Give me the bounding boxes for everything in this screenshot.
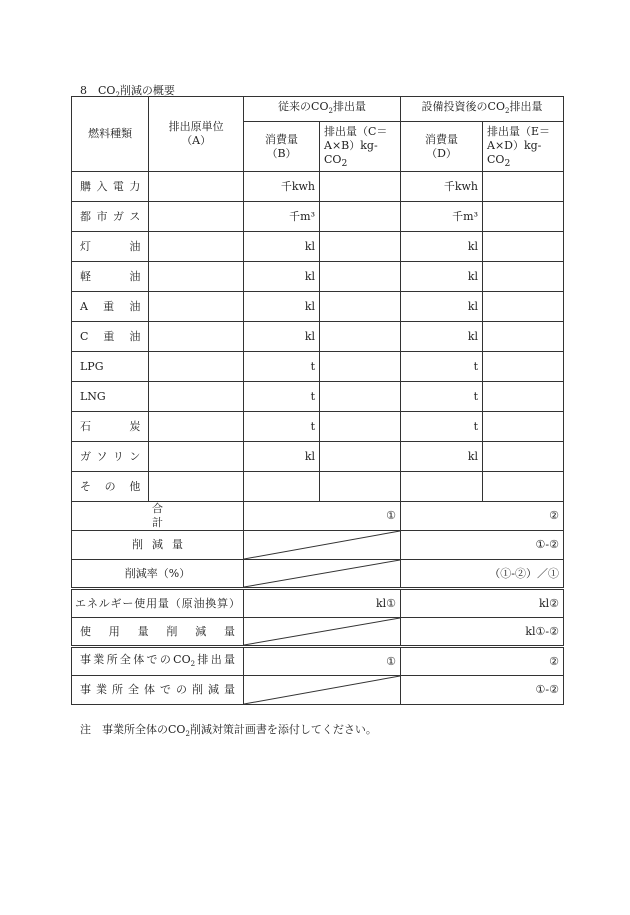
emission-factor-cell[interactable]: [149, 262, 244, 292]
right-value-cell[interactable]: ①-②: [401, 531, 564, 560]
row-label: 削減量: [72, 531, 244, 560]
left-value-cell[interactable]: ①: [244, 502, 401, 531]
fuel-name: A重油: [72, 292, 149, 322]
co2-reduction-table: [71, 96, 564, 705]
row-label: 事業所全体での削減量: [72, 676, 244, 705]
emission-e-cell[interactable]: [483, 322, 564, 352]
consumption-b-cell[interactable]: t: [244, 412, 320, 442]
right-value-cell[interactable]: kl①-②: [401, 618, 564, 647]
fuel-row: [72, 382, 564, 412]
fuel-name: LPG: [72, 352, 149, 382]
header-after-investment: 設備投資後の$CO_2$排出量: [401, 97, 564, 122]
consumption-d-cell[interactable]: kl: [401, 262, 483, 292]
emission-e-cell[interactable]: [483, 472, 564, 502]
emission-c-cell[interactable]: [320, 412, 401, 442]
emission-e-cell[interactable]: [483, 262, 564, 292]
emission-factor-cell[interactable]: [149, 442, 244, 472]
emission-c-cell[interactable]: [320, 322, 401, 352]
consumption-d-cell[interactable]: kl: [401, 232, 483, 262]
summary-row: [72, 502, 564, 531]
fuel-name: LNG: [72, 382, 149, 412]
header-emission-factor: 排出原単位 （A）: [149, 97, 244, 172]
left-value-cell[interactable]: kl①: [244, 589, 401, 618]
left-value-cell: [244, 560, 401, 589]
consumption-d-cell[interactable]: 千m³: [401, 202, 483, 232]
emission-e-cell[interactable]: [483, 382, 564, 412]
consumption-b-cell[interactable]: kl: [244, 442, 320, 472]
emission-e-cell[interactable]: [483, 292, 564, 322]
energy-row: [72, 589, 564, 618]
fuel-row: [72, 262, 564, 292]
emission-c-cell[interactable]: [320, 232, 401, 262]
header-emission-c: 排出量$(C=A\times B)kg-CO_2$: [320, 122, 401, 172]
emission-e-cell[interactable]: [483, 232, 564, 262]
right-value-cell[interactable]: ②: [401, 647, 564, 676]
fuel-name: ガソリン: [72, 442, 149, 472]
emission-c-cell[interactable]: [320, 472, 401, 502]
emission-factor-cell[interactable]: [149, 382, 244, 412]
emission-factor-cell[interactable]: [149, 232, 244, 262]
consumption-b-cell[interactable]: [244, 472, 320, 502]
summary-row: [72, 531, 564, 560]
right-value-cell[interactable]: kl②: [401, 589, 564, 618]
consumption-b-cell[interactable]: t: [244, 382, 320, 412]
row-label: 使用量削減量: [72, 618, 244, 647]
consumption-d-cell[interactable]: kl: [401, 292, 483, 322]
consumption-d-cell[interactable]: [401, 472, 483, 502]
consumption-d-cell[interactable]: t: [401, 352, 483, 382]
emission-c-cell[interactable]: [320, 262, 401, 292]
consumption-b-cell[interactable]: 千kwh: [244, 172, 320, 202]
consumption-b-cell[interactable]: kl: [244, 262, 320, 292]
fuel-name: 都市ガス: [72, 202, 149, 232]
emission-e-cell[interactable]: [483, 202, 564, 232]
emission-c-cell[interactable]: [320, 172, 401, 202]
fuel-row: [72, 202, 564, 232]
consumption-d-cell[interactable]: 千kwh: [401, 172, 483, 202]
fuel-row: [72, 352, 564, 382]
consumption-b-cell[interactable]: kl: [244, 292, 320, 322]
fuel-name: 購入電力: [72, 172, 149, 202]
emission-e-cell[interactable]: [483, 172, 564, 202]
consumption-d-cell[interactable]: t: [401, 382, 483, 412]
energy-row: [72, 618, 564, 647]
emission-e-cell[interactable]: [483, 412, 564, 442]
site-row: [72, 647, 564, 676]
consumption-b-cell[interactable]: kl: [244, 322, 320, 352]
fuel-name: 軽油: [72, 262, 149, 292]
fuel-row: [72, 322, 564, 352]
left-value-cell: [244, 618, 401, 647]
emission-factor-cell[interactable]: [149, 412, 244, 442]
fuel-row: [72, 442, 564, 472]
emission-factor-cell[interactable]: [149, 472, 244, 502]
right-value-cell[interactable]: ②: [401, 502, 564, 531]
header-emission-e: 排出量$(E=A\times D)kg-CO_2$: [483, 122, 564, 172]
fuel-name: 灯油: [72, 232, 149, 262]
section-title: 8 $CO_2$削減の概要: [80, 84, 175, 100]
fuel-row: [72, 472, 564, 502]
fuel-name: C重油: [72, 322, 149, 352]
left-value-cell[interactable]: ①: [244, 647, 401, 676]
emission-e-cell[interactable]: [483, 442, 564, 472]
consumption-b-cell[interactable]: kl: [244, 232, 320, 262]
fuel-name: 石炭: [72, 412, 149, 442]
emission-c-cell[interactable]: [320, 292, 401, 322]
emission-factor-cell[interactable]: [149, 352, 244, 382]
emission-e-cell[interactable]: [483, 352, 564, 382]
header-consumption-d: 消費量 （D）: [401, 122, 483, 172]
left-value-cell: [244, 676, 401, 705]
emission-factor-cell[interactable]: [149, 202, 244, 232]
consumption-b-cell[interactable]: t: [244, 352, 320, 382]
header-consumption-b: 消費量 （B）: [244, 122, 320, 172]
header-conventional: 従来の$CO_2$排出量: [244, 97, 401, 122]
consumption-d-cell[interactable]: kl: [401, 322, 483, 352]
row-label: エネルギー使用量（原油換算）: [72, 589, 244, 618]
consumption-d-cell[interactable]: kl: [401, 442, 483, 472]
emission-c-cell[interactable]: [320, 352, 401, 382]
fuel-row: [72, 292, 564, 322]
right-value-cell[interactable]: （①-②）／①: [401, 560, 564, 589]
fuel-row: [72, 232, 564, 262]
consumption-b-cell[interactable]: 千m³: [244, 202, 320, 232]
emission-c-cell[interactable]: [320, 442, 401, 472]
emission-c-cell[interactable]: [320, 382, 401, 412]
row-label: 合計: [72, 502, 244, 531]
header-fuel-type: 燃料種類: [72, 97, 149, 172]
left-value-cell: [244, 531, 401, 560]
fuel-name: その他: [72, 472, 149, 502]
summary-row: [72, 560, 564, 589]
row-label: 事業所全体での$CO_2$排出量: [72, 647, 244, 676]
emission-factor-cell[interactable]: [149, 322, 244, 352]
emission-factor-cell[interactable]: [149, 172, 244, 202]
footnote: 注 事業所全体の$CO_2$削減対策計画書を添付してください。: [80, 723, 377, 739]
fuel-row: [72, 412, 564, 442]
row-label: 削減率（%）: [72, 560, 244, 589]
fuel-row: [72, 172, 564, 202]
right-value-cell[interactable]: ①-②: [401, 676, 564, 705]
consumption-d-cell[interactable]: t: [401, 412, 483, 442]
site-row: [72, 676, 564, 705]
emission-c-cell[interactable]: [320, 202, 401, 232]
emission-factor-cell[interactable]: [149, 292, 244, 322]
